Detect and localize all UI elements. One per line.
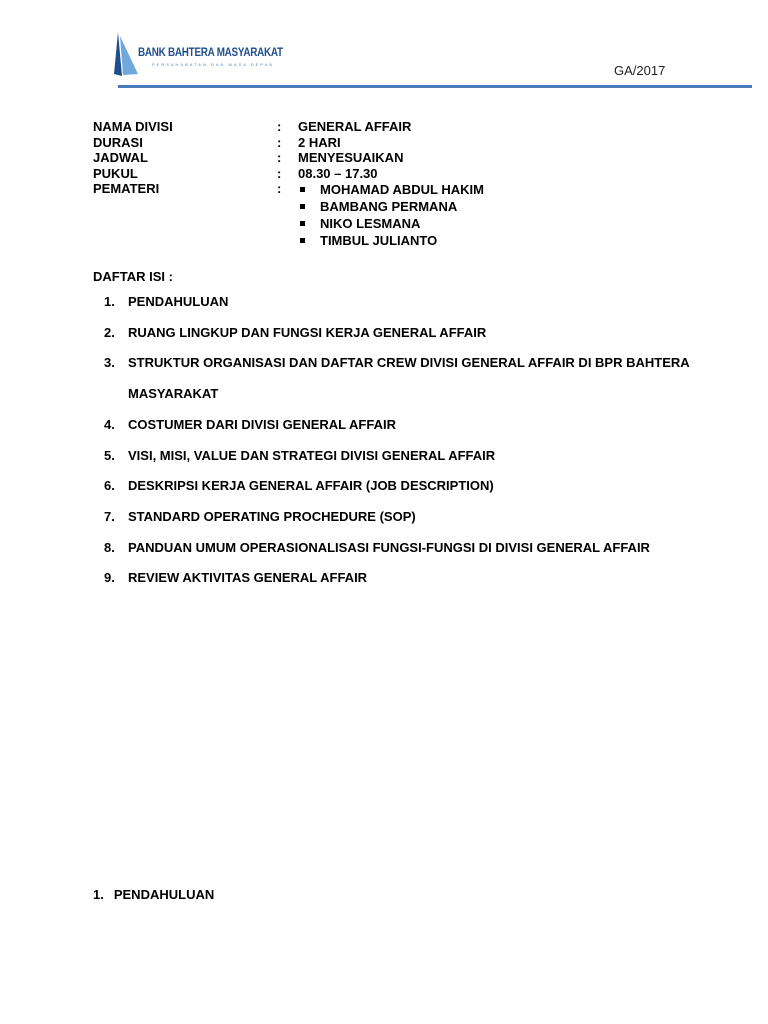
- document-code: GA/2017: [614, 63, 666, 78]
- toc-number: 9.: [104, 570, 115, 586]
- info-colon: :: [277, 134, 282, 150]
- info-value: 2 HARI: [298, 134, 341, 150]
- toc-item: [93, 563, 708, 594]
- pemateri-name: TIMBUL JULIANTO: [320, 233, 438, 248]
- info-colon: :: [277, 181, 282, 196]
- toc-item: [93, 471, 708, 502]
- toc-text: STRUKTUR ORGANISASI DAN DAFTAR CREW DIVISI GENERAL AFFAIR DI BPR BAHTERA MASYARAKAT: [128, 355, 690, 402]
- toc-item: [93, 287, 708, 318]
- toc-number: 5.: [104, 447, 115, 463]
- toc-item: [93, 441, 708, 472]
- square-bullet-icon: [300, 187, 305, 192]
- info-value: GENERAL AFFAIR: [298, 119, 412, 134]
- info-colon: :: [277, 150, 282, 165]
- bank-logo: [112, 30, 282, 78]
- toc-text: RUANG LINGKUP DAN FUNGSI KERJA GENERAL AFFAIR: [128, 324, 487, 340]
- toc-item: [93, 348, 708, 409]
- pemateri-name: BAMBANG PERMANA: [320, 199, 458, 214]
- toc-number: 1.: [104, 294, 115, 309]
- toc-text: PANDUAN UMUM OPERASIONALISASI FUNGSI-FUNGSI DI DIVISI GENERAL AFFAIR: [128, 539, 650, 555]
- toc-title: DAFTAR ISI :: [93, 269, 173, 284]
- info-colon: :: [277, 119, 282, 134]
- toc-text: STANDARD OPERATING PROCHEDURE (SOP): [128, 508, 416, 524]
- pemateri-name: MOHAMAD ABDUL HAKIM: [320, 182, 484, 197]
- square-bullet-icon: [300, 204, 305, 209]
- toc-item: [93, 410, 708, 441]
- toc-text: VISI, MISI, VALUE DAN STRATEGI DIVISI GENERAL AFFAIR: [128, 447, 496, 463]
- list-item: [298, 215, 484, 232]
- info-value: 08.30 – 17.30: [298, 165, 378, 181]
- info-label: DURASI: [93, 134, 143, 150]
- pemateri-list: [298, 181, 484, 249]
- section-title: PENDAHULUAN: [113, 887, 215, 902]
- info-label: JADWAL: [93, 150, 148, 165]
- toc-number: 6.: [104, 478, 115, 494]
- info-colon: :: [277, 165, 282, 181]
- info-label: NAMA DIVISI: [93, 119, 173, 134]
- list-item: [298, 198, 484, 215]
- toc-number: 8.: [104, 539, 115, 555]
- list-item: [298, 181, 484, 198]
- toc-item: [93, 502, 708, 533]
- bank-tagline: PERSAHABATAN DAN MASA DEPAN: [152, 62, 275, 67]
- toc-text: DESKRIPSI KERJA GENERAL AFFAIR (JOB DESCRIPTION): [128, 478, 494, 494]
- section-number: 1.: [93, 887, 104, 902]
- info-label: PEMATERI: [93, 181, 160, 196]
- toc-text: COSTUMER DARI DIVISI GENERAL AFFAIR: [128, 416, 396, 432]
- bank-name: BANK BAHTERA MASYARAKAT: [138, 47, 283, 59]
- toc-number: 3.: [104, 355, 115, 371]
- toc-text: REVIEW AKTIVITAS GENERAL AFFAIR: [128, 570, 368, 586]
- toc-text: PENDAHULUAN: [128, 294, 229, 309]
- list-item: [298, 232, 484, 249]
- toc-number: 4.: [104, 416, 115, 432]
- toc-number: 2.: [104, 324, 115, 340]
- pemateri-name: NIKO LESMANA: [320, 216, 421, 231]
- info-value: MENYESUAIKAN: [298, 150, 404, 165]
- square-bullet-icon: [300, 221, 305, 226]
- square-bullet-icon: [300, 238, 305, 243]
- toc-number: 7.: [104, 508, 115, 524]
- toc-item: [93, 533, 708, 564]
- section-heading: [93, 887, 214, 902]
- toc-item: [93, 318, 708, 349]
- info-label: PUKUL: [93, 165, 138, 181]
- table-of-contents: [93, 287, 708, 594]
- header-divider: [118, 85, 752, 88]
